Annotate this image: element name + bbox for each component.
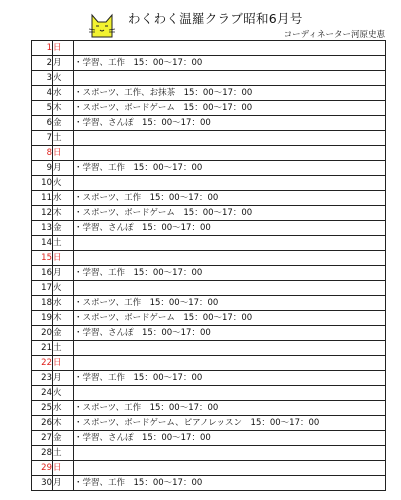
table-row [32, 341, 386, 356]
activity-cell [74, 146, 386, 161]
day-cell: 26 [32, 416, 53, 431]
activity-cell [74, 131, 386, 146]
weekday-cell: 金 [53, 221, 74, 236]
activity-cell: ・学習、工作 15：00〜17：00 [74, 371, 386, 386]
table-row [32, 461, 386, 476]
day-cell: 13 [32, 221, 53, 236]
weekday-cell: 土 [53, 236, 74, 251]
activity-cell [74, 281, 386, 296]
weekday-cell: 日 [53, 41, 74, 56]
day-cell: 3 [32, 71, 53, 86]
day-cell: 22 [32, 356, 53, 371]
day-cell: 14 [32, 236, 53, 251]
day-cell: 7 [32, 131, 53, 146]
weekday-cell: 月 [53, 56, 74, 71]
weekday-cell: 月 [53, 266, 74, 281]
day-cell: 16 [32, 266, 53, 281]
activity-cell: ・スポーツ、ボードゲーム 15：00〜17：00 [74, 101, 386, 116]
page-header [0, 0, 401, 40]
activity-cell: ・スポーツ、ボードゲーム 15：00〜17：00 [74, 206, 386, 221]
activity-cell: ・スポーツ、工作 15：00〜17：00 [74, 296, 386, 311]
activity-cell [74, 176, 386, 191]
table-row [32, 266, 386, 281]
activity-cell: ・学習、さんぽ 15：00〜17：00 [74, 116, 386, 131]
table-row [32, 431, 386, 446]
weekday-cell: 日 [53, 251, 74, 266]
table-row [32, 476, 386, 491]
day-cell: 29 [32, 461, 53, 476]
weekday-cell: 月 [53, 371, 74, 386]
activity-cell: ・学習、工作 15：00〜17：00 [74, 161, 386, 176]
activity-cell [74, 251, 386, 266]
activity-cell [74, 41, 386, 56]
weekday-cell: 月 [53, 476, 74, 491]
table-row [32, 71, 386, 86]
activity-cell [74, 356, 386, 371]
table-row [32, 116, 386, 131]
weekday-cell: 金 [53, 116, 74, 131]
activity-cell [74, 71, 386, 86]
weekday-cell: 日 [53, 146, 74, 161]
weekday-cell: 日 [53, 356, 74, 371]
table-row [32, 386, 386, 401]
day-cell: 18 [32, 296, 53, 311]
cat-face-icon [88, 11, 116, 39]
day-cell: 28 [32, 446, 53, 461]
table-row [32, 446, 386, 461]
schedule-table [31, 40, 386, 491]
table-row [32, 251, 386, 266]
day-cell: 11 [32, 191, 53, 206]
table-row [32, 401, 386, 416]
activity-cell [74, 386, 386, 401]
day-cell: 24 [32, 386, 53, 401]
weekday-cell: 金 [53, 326, 74, 341]
table-row [32, 236, 386, 251]
day-cell: 2 [32, 56, 53, 71]
page-title: わくわく温羅クラブ昭和6月号 [128, 11, 303, 26]
table-row [32, 356, 386, 371]
day-cell: 10 [32, 176, 53, 191]
table-row [32, 191, 386, 206]
activity-cell: ・スポーツ、工作 15：00〜17：00 [74, 191, 386, 206]
weekday-cell: 水 [53, 191, 74, 206]
weekday-cell: 木 [53, 416, 74, 431]
day-cell: 9 [32, 161, 53, 176]
weekday-cell: 火 [53, 281, 74, 296]
day-cell: 23 [32, 371, 53, 386]
table-row [32, 161, 386, 176]
activity-cell: ・学習、工作 15：00〜17：00 [74, 266, 386, 281]
day-cell: 6 [32, 116, 53, 131]
day-cell: 21 [32, 341, 53, 356]
day-cell: 19 [32, 311, 53, 326]
day-cell: 1 [32, 41, 53, 56]
table-row [32, 326, 386, 341]
table-row [32, 281, 386, 296]
table-row [32, 146, 386, 161]
day-cell: 12 [32, 206, 53, 221]
weekday-cell: 水 [53, 296, 74, 311]
weekday-cell: 木 [53, 311, 74, 326]
activity-cell: ・スポーツ、工作 15：00〜17：00 [74, 401, 386, 416]
weekday-cell: 火 [53, 71, 74, 86]
day-cell: 20 [32, 326, 53, 341]
table-row [32, 206, 386, 221]
table-row [32, 56, 386, 71]
weekday-cell: 金 [53, 431, 74, 446]
coordinator-name: コーディネーター河原史恵 [283, 30, 385, 40]
weekday-cell: 水 [53, 401, 74, 416]
table-row [32, 86, 386, 101]
table-row [32, 101, 386, 116]
activity-cell: ・スポーツ、工作、お抹茶 15：00〜17：00 [74, 86, 386, 101]
weekday-cell: 木 [53, 206, 74, 221]
activity-cell: ・スポーツ、ボードゲーム、ピアノレッスン 15：00〜17：00 [74, 416, 386, 431]
activity-cell: ・学習、工作 15：00〜17：00 [74, 56, 386, 71]
day-cell: 25 [32, 401, 53, 416]
table-row [32, 221, 386, 236]
weekday-cell: 土 [53, 446, 74, 461]
table-row [32, 176, 386, 191]
table-row [32, 296, 386, 311]
day-cell: 5 [32, 101, 53, 116]
weekday-cell: 火 [53, 386, 74, 401]
weekday-cell: 日 [53, 461, 74, 476]
table-row [32, 41, 386, 56]
weekday-cell: 木 [53, 101, 74, 116]
day-cell: 27 [32, 431, 53, 446]
table-row [32, 311, 386, 326]
day-cell: 17 [32, 281, 53, 296]
table-row [32, 416, 386, 431]
activity-cell: ・学習、さんぽ 15：00〜17：00 [74, 326, 386, 341]
weekday-cell: 土 [53, 131, 74, 146]
table-row [32, 371, 386, 386]
activity-cell: ・学習、さんぽ 15：00〜17：00 [74, 221, 386, 236]
table-row [32, 131, 386, 146]
activity-cell: ・学習、さんぽ 15：00〜17：00 [74, 431, 386, 446]
activity-cell [74, 461, 386, 476]
weekday-cell: 火 [53, 176, 74, 191]
activity-cell [74, 236, 386, 251]
day-cell: 4 [32, 86, 53, 101]
activity-cell: ・学習、工作 15：00〜17：00 [74, 476, 386, 491]
activity-cell [74, 446, 386, 461]
activity-cell [74, 341, 386, 356]
activity-cell: ・スポーツ、ボードゲーム 15：00〜17：00 [74, 311, 386, 326]
day-cell: 30 [32, 476, 53, 491]
weekday-cell: 水 [53, 86, 74, 101]
weekday-cell: 土 [53, 341, 74, 356]
weekday-cell: 月 [53, 161, 74, 176]
day-cell: 8 [32, 146, 53, 161]
day-cell: 15 [32, 251, 53, 266]
